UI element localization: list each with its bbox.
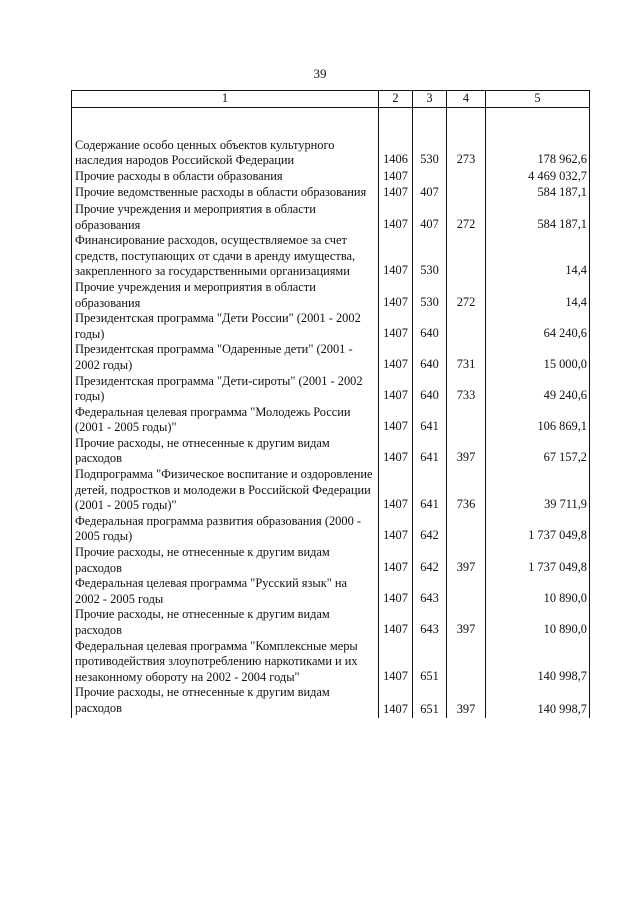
row-amount: 67 157,2 <box>486 436 590 467</box>
row-kind-code <box>447 169 486 186</box>
row-kind-code: 272 <box>447 202 486 233</box>
row-name: Прочие расходы, не отнесенные к другим видам расходов <box>72 545 379 576</box>
header-col-3: 3 <box>413 91 447 108</box>
row-target-code: 640 <box>413 311 447 342</box>
row-name: Финансирование расходов, осуществляемое за счет средств, поступающих от сдачи в аренду имущества, закрепленного за государственными организациями <box>72 233 379 280</box>
row-section-code: 1407 <box>379 374 413 405</box>
row-target-code: 643 <box>413 607 447 638</box>
row-amount: 178 962,6 <box>486 138 590 169</box>
row-section-code: 1407 <box>379 685 413 718</box>
row-amount: 584 187,1 <box>486 202 590 233</box>
row-name: Прочие расходы в области образования <box>72 169 379 186</box>
row-amount: 4 469 032,7 <box>486 169 590 186</box>
header-col-1: 1 <box>72 91 379 108</box>
row-section-code: 1407 <box>379 280 413 311</box>
row-target-code: 643 <box>413 576 447 607</box>
table-row <box>72 342 590 373</box>
header-col-5: 5 <box>486 91 590 108</box>
row-name: Федеральная программа развития образования (2000 - 2005 годы) <box>72 514 379 545</box>
row-section-code: 1407 <box>379 467 413 514</box>
row-section-code: 1407 <box>379 233 413 280</box>
row-target-code: 530 <box>413 138 447 169</box>
row-name: Федеральная целевая программа "Молодежь России (2001 - 2005 годы)" <box>72 405 379 436</box>
row-kind-code <box>447 514 486 545</box>
row-kind-code: 397 <box>447 607 486 638</box>
table-row <box>72 685 590 718</box>
row-amount: 64 240,6 <box>486 311 590 342</box>
row-section-code: 1407 <box>379 185 413 202</box>
row-name: Содержание особо ценных объектов культурного наследия народов Российской Федерации <box>72 138 379 169</box>
row-amount: 49 240,6 <box>486 374 590 405</box>
row-target-code: 407 <box>413 185 447 202</box>
row-kind-code <box>447 311 486 342</box>
row-target-code: 407 <box>413 202 447 233</box>
table-row <box>72 138 590 169</box>
row-amount: 10 890,0 <box>486 576 590 607</box>
row-kind-code: 733 <box>447 374 486 405</box>
table-row <box>72 639 590 686</box>
row-section-code: 1407 <box>379 514 413 545</box>
row-kind-code: 397 <box>447 685 486 718</box>
row-amount: 1 737 049,8 <box>486 545 590 576</box>
row-target-code: 530 <box>413 280 447 311</box>
table-row <box>72 169 590 186</box>
row-kind-code: 272 <box>447 280 486 311</box>
table-body <box>72 107 590 718</box>
table-row <box>72 280 590 311</box>
row-amount: 15 000,0 <box>486 342 590 373</box>
budget-table <box>71 90 590 718</box>
row-section-code: 1407 <box>379 607 413 638</box>
row-target-code: 651 <box>413 685 447 718</box>
header-row <box>72 91 590 108</box>
table-row <box>72 405 590 436</box>
row-name: Прочие учреждения и мероприятия в области образования <box>72 280 379 311</box>
row-kind-code: 273 <box>447 138 486 169</box>
table-row <box>72 545 590 576</box>
row-section-code: 1407 <box>379 639 413 686</box>
row-name: Прочие расходы, не отнесенные к другим видам расходов <box>72 436 379 467</box>
row-kind-code: 731 <box>447 342 486 373</box>
row-target-code: 651 <box>413 639 447 686</box>
row-amount: 584 187,1 <box>486 185 590 202</box>
row-section-code: 1407 <box>379 545 413 576</box>
row-name: Прочие расходы, не отнесенные к другим видам расходов <box>72 607 379 638</box>
table-row <box>72 576 590 607</box>
row-section-code: 1407 <box>379 311 413 342</box>
row-target-code: 640 <box>413 374 447 405</box>
row-section-code: 1407 <box>379 436 413 467</box>
row-target-code: 640 <box>413 342 447 373</box>
row-kind-code: 397 <box>447 436 486 467</box>
page-number: 39 <box>313 66 327 81</box>
header-col-4: 4 <box>447 91 486 108</box>
spacer-row <box>72 107 590 138</box>
row-target-code <box>413 169 447 186</box>
row-kind-code <box>447 185 486 202</box>
row-name: Подпрограмма "Физическое воспитание и оздоровление детей, подростков и молодежи в Российской Федерации (2001 - 2005 годы)" <box>72 467 379 514</box>
row-name: Президентская программа "Одаренные дети" (2001 - 2002 годы) <box>72 342 379 373</box>
row-name: Федеральная целевая программа "Комплексные меры противодействия злоупотреблению наркотиками и их незаконному обороту на 2002 - 2004 годы" <box>72 639 379 686</box>
row-section-code: 1406 <box>379 138 413 169</box>
row-amount: 10 890,0 <box>486 607 590 638</box>
row-section-code: 1407 <box>379 169 413 186</box>
row-kind-code <box>447 639 486 686</box>
table-row <box>72 311 590 342</box>
row-target-code: 641 <box>413 405 447 436</box>
row-kind-code: 736 <box>447 467 486 514</box>
table-row <box>72 436 590 467</box>
row-name: Президентская программа "Дети-сироты" (2001 - 2002 годы) <box>72 374 379 405</box>
row-amount: 140 998,7 <box>486 685 590 718</box>
table-row <box>72 514 590 545</box>
row-kind-code <box>447 233 486 280</box>
row-name: Прочие ведомственные расходы в области образования <box>72 185 379 202</box>
row-kind-code <box>447 576 486 607</box>
row-amount: 106 869,1 <box>486 405 590 436</box>
row-name: Федеральная целевая программа "Русский язык" на 2002 - 2005 годы <box>72 576 379 607</box>
table-row <box>72 607 590 638</box>
row-name: Прочие расходы, не отнесенные к другим видам расходов <box>72 685 379 718</box>
row-section-code: 1407 <box>379 342 413 373</box>
table-row <box>72 374 590 405</box>
row-section-code: 1407 <box>379 576 413 607</box>
row-target-code: 641 <box>413 467 447 514</box>
table-row <box>72 467 590 514</box>
row-target-code: 641 <box>413 436 447 467</box>
row-name: Президентская программа "Дети России" (2001 - 2002 годы) <box>72 311 379 342</box>
header-col-2: 2 <box>379 91 413 108</box>
row-amount: 140 998,7 <box>486 639 590 686</box>
row-section-code: 1407 <box>379 405 413 436</box>
row-section-code: 1407 <box>379 202 413 233</box>
row-amount: 1 737 049,8 <box>486 514 590 545</box>
table-row <box>72 233 590 280</box>
table-row <box>72 185 590 202</box>
row-target-code: 642 <box>413 514 447 545</box>
row-target-code: 530 <box>413 233 447 280</box>
row-target-code: 642 <box>413 545 447 576</box>
table-row <box>72 202 590 233</box>
row-kind-code <box>447 405 486 436</box>
row-name: Прочие учреждения и мероприятия в области образования <box>72 202 379 233</box>
row-amount: 14,4 <box>486 233 590 280</box>
row-amount: 14,4 <box>486 280 590 311</box>
row-kind-code: 397 <box>447 545 486 576</box>
row-amount: 39 711,9 <box>486 467 590 514</box>
